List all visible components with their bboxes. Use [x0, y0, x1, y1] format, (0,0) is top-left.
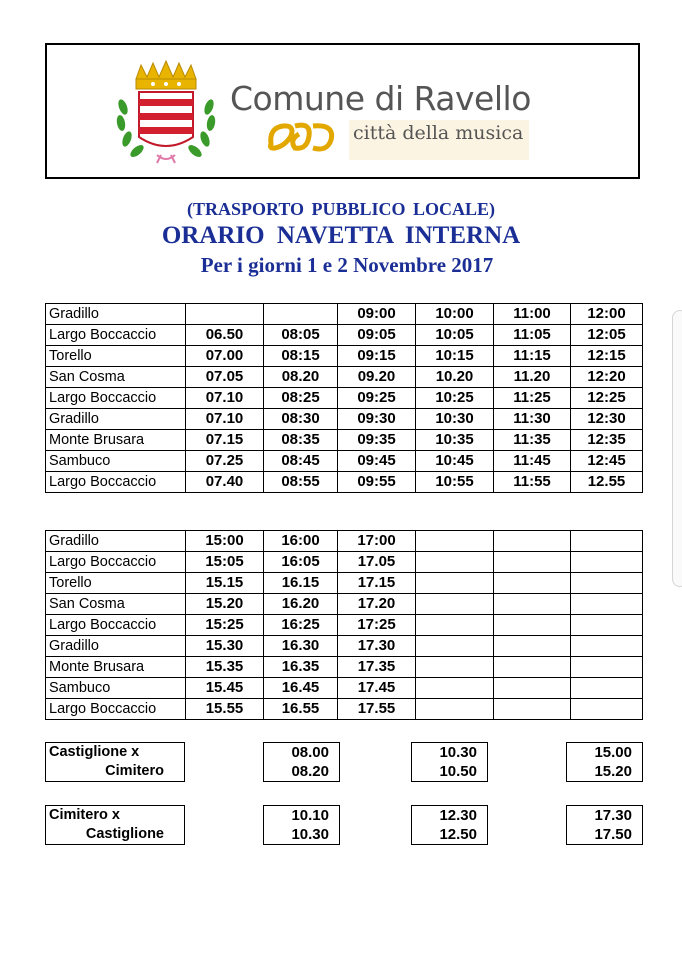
departure-time-cell: 10:35 — [416, 430, 494, 451]
departure-time-cell: 07.00 — [186, 346, 264, 367]
departure-time-cell: 15.35 — [186, 657, 264, 678]
logo-subtitle: città della musica — [349, 120, 529, 160]
departure-time-cell: 16.15 — [264, 573, 338, 594]
route-time-box — [411, 805, 488, 845]
departure-time-cell: 11:15 — [494, 346, 571, 367]
departure-time-cell — [494, 699, 571, 720]
departure-time-cell: 12.55 — [571, 472, 643, 493]
table-row — [46, 657, 643, 678]
departure-time-cell: 12:15 — [571, 346, 643, 367]
departure-time-cell: 09:00 — [338, 304, 416, 325]
departure-time-cell: 07.10 — [186, 409, 264, 430]
departure-time-cell: 10:00 — [416, 304, 494, 325]
departure-time-cell — [416, 657, 494, 678]
stop-name-cell: Largo Boccaccio — [46, 552, 186, 573]
table-row — [46, 409, 643, 430]
table-row — [46, 472, 643, 493]
route-time-box — [566, 805, 643, 845]
stop-name-cell: Largo Boccaccio — [46, 388, 186, 409]
stop-name-cell: Gradillo — [46, 531, 186, 552]
departure-time-cell: 15:25 — [186, 615, 264, 636]
departure-time-cell: 07.15 — [186, 430, 264, 451]
departure-time-cell — [186, 304, 264, 325]
logo-title: Comune di Ravello — [230, 79, 531, 118]
table-row — [46, 678, 643, 699]
table-row — [46, 325, 643, 346]
departure-time-cell — [416, 531, 494, 552]
departure-time-cell — [571, 615, 643, 636]
departure-time-cell: 15.45 — [186, 678, 264, 699]
departure-time-cell: 17.05 — [338, 552, 416, 573]
route-time-box — [411, 742, 488, 782]
route-label-line1: Castiglione x — [49, 744, 140, 760]
departure-time-cell: 08:15 — [264, 346, 338, 367]
route-time-box — [566, 742, 643, 782]
departure-time-cell — [494, 678, 571, 699]
route-cimitero-castiglione-label — [45, 805, 185, 845]
departure-time-cell: 12:00 — [571, 304, 643, 325]
departure-time-cell: 09:25 — [338, 388, 416, 409]
departure-time-cell: 07.25 — [186, 451, 264, 472]
arrival-time: 17.50 — [594, 826, 632, 843]
table-row — [46, 552, 643, 573]
arrival-time: 12.50 — [439, 826, 477, 843]
departure-time-cell: 12:35 — [571, 430, 643, 451]
departure-time-cell: 08:55 — [264, 472, 338, 493]
departure-time: 17.30 — [594, 807, 632, 824]
departure-time-cell: 09:35 — [338, 430, 416, 451]
departure-time-cell: 08:30 — [264, 409, 338, 430]
departure-time-cell: 12:45 — [571, 451, 643, 472]
departure-time-cell: 15.20 — [186, 594, 264, 615]
dates-title: Per i giorni 1 e 2 Novembre 2017 — [200, 253, 494, 277]
departure-time-cell: 11:05 — [494, 325, 571, 346]
stop-name-cell: Sambuco — [46, 451, 186, 472]
stop-name-cell: San Cosma — [46, 367, 186, 388]
stop-name-cell: Largo Boccaccio — [46, 699, 186, 720]
arrival-time: 10.30 — [291, 826, 329, 843]
table-row — [46, 615, 643, 636]
header-logo-box — [45, 43, 640, 179]
departure-time-cell: 11.20 — [494, 367, 571, 388]
table-row — [46, 388, 643, 409]
departure-time-cell: 15:05 — [186, 552, 264, 573]
departure-time-cell: 10:15 — [416, 346, 494, 367]
departure-time-cell: 08.20 — [264, 367, 338, 388]
departure-time-cell: 12:05 — [571, 325, 643, 346]
arrival-time: 08.20 — [291, 763, 329, 780]
departure-time-cell: 08:25 — [264, 388, 338, 409]
departure-time-cell — [494, 552, 571, 573]
departure-time-cell: 07.40 — [186, 472, 264, 493]
morning-schedule-table — [45, 303, 643, 493]
departure-time-cell — [416, 699, 494, 720]
table-row — [46, 636, 643, 657]
departure-time-cell: 09:30 — [338, 409, 416, 430]
departure-time-cell: 12:30 — [571, 409, 643, 430]
arrival-time: 15.20 — [594, 763, 632, 780]
table-row — [46, 451, 643, 472]
table-row — [46, 304, 643, 325]
departure-time-cell: 16.35 — [264, 657, 338, 678]
departure-time-cell — [494, 657, 571, 678]
table-row — [46, 594, 643, 615]
departure-time-cell: 17:00 — [338, 531, 416, 552]
departure-time-cell — [264, 304, 338, 325]
table-row — [46, 531, 643, 552]
departure-time: 10.30 — [439, 744, 477, 761]
music-logo-icon — [265, 118, 345, 154]
departure-time-cell: 12:20 — [571, 367, 643, 388]
stop-name-cell: Sambuco — [46, 678, 186, 699]
route-castiglione-cimitero-label — [45, 742, 185, 782]
table-row — [46, 367, 643, 388]
subtitle-transport: (TRASPORTO PUBBLICO LOCALE) — [186, 199, 496, 219]
departure-time-cell: 10:45 — [416, 451, 494, 472]
departure-time-cell: 16.30 — [264, 636, 338, 657]
departure-time-cell: 16:05 — [264, 552, 338, 573]
departure-time-cell: 17.45 — [338, 678, 416, 699]
departure-time-cell: 10:05 — [416, 325, 494, 346]
stop-name-cell: Largo Boccaccio — [46, 615, 186, 636]
departure-time-cell — [494, 615, 571, 636]
departure-time-cell — [494, 531, 571, 552]
departure-time-cell — [571, 699, 643, 720]
arrival-time: 10.50 — [439, 763, 477, 780]
stop-name-cell: Torello — [46, 573, 186, 594]
stop-name-cell: Gradillo — [46, 409, 186, 430]
departure-time-cell — [416, 552, 494, 573]
departure-time-cell: 11:45 — [494, 451, 571, 472]
departure-time-cell — [571, 636, 643, 657]
departure-time-cell: 17.15 — [338, 573, 416, 594]
departure-time: 12.30 — [439, 807, 477, 824]
departure-time: 10.10 — [291, 807, 329, 824]
departure-time-cell: 11:55 — [494, 472, 571, 493]
departure-time-cell: 17.20 — [338, 594, 416, 615]
departure-time-cell: 09:15 — [338, 346, 416, 367]
departure-time-cell: 09:45 — [338, 451, 416, 472]
departure-time-cell: 08:05 — [264, 325, 338, 346]
stop-name-cell: Largo Boccaccio — [46, 325, 186, 346]
scrollbar-handle[interactable] — [672, 310, 682, 587]
route-label-line1: Cimitero x — [49, 807, 120, 823]
stop-name-cell: Monte Brusara — [46, 430, 186, 451]
table-row — [46, 573, 643, 594]
route-time-box — [263, 805, 340, 845]
departure-time-cell: 16.55 — [264, 699, 338, 720]
departure-time: 15.00 — [594, 744, 632, 761]
stop-name-cell: Gradillo — [46, 304, 186, 325]
table-row — [46, 346, 643, 367]
departure-time-cell — [571, 594, 643, 615]
departure-time-cell: 12:25 — [571, 388, 643, 409]
departure-time-cell: 10:30 — [416, 409, 494, 430]
departure-time-cell — [416, 615, 494, 636]
departure-time-cell: 15.15 — [186, 573, 264, 594]
departure-time-cell: 15.30 — [186, 636, 264, 657]
departure-time-cell — [494, 636, 571, 657]
table-row — [46, 699, 643, 720]
departure-time-cell — [571, 573, 643, 594]
departure-time-cell — [571, 678, 643, 699]
departure-time-cell: 16.45 — [264, 678, 338, 699]
departure-time-cell: 11:35 — [494, 430, 571, 451]
departure-time-cell: 06.50 — [186, 325, 264, 346]
departure-time-cell — [494, 594, 571, 615]
departure-time-cell: 10.20 — [416, 367, 494, 388]
departure-time-cell: 17.30 — [338, 636, 416, 657]
departure-time-cell — [416, 594, 494, 615]
departure-time-cell: 11:00 — [494, 304, 571, 325]
route-label-line2: Cimitero — [105, 763, 164, 779]
departure-time-cell: 10:55 — [416, 472, 494, 493]
departure-time-cell — [416, 678, 494, 699]
stop-name-cell: Monte Brusara — [46, 657, 186, 678]
stop-name-cell: Torello — [46, 346, 186, 367]
stop-name-cell: Gradillo — [46, 636, 186, 657]
departure-time-cell: 11:25 — [494, 388, 571, 409]
departure-time-cell — [416, 573, 494, 594]
departure-time-cell — [571, 657, 643, 678]
departure-time-cell: 15:00 — [186, 531, 264, 552]
departure-time-cell: 08:45 — [264, 451, 338, 472]
route-time-box — [263, 742, 340, 782]
departure-time-cell — [416, 636, 494, 657]
departure-time-cell: 15.55 — [186, 699, 264, 720]
departure-time-cell: 16.20 — [264, 594, 338, 615]
departure-time-cell — [571, 552, 643, 573]
departure-time-cell: 07.10 — [186, 388, 264, 409]
afternoon-schedule-table — [45, 530, 643, 720]
departure-time-cell: 09:55 — [338, 472, 416, 493]
departure-time-cell: 10:25 — [416, 388, 494, 409]
departure-time-cell: 11:30 — [494, 409, 571, 430]
town-crest-icon — [109, 59, 229, 167]
departure-time-cell: 09:05 — [338, 325, 416, 346]
table-row — [46, 430, 643, 451]
departure-time-cell: 08:35 — [264, 430, 338, 451]
departure-time-cell: 17.35 — [338, 657, 416, 678]
departure-time-cell: 09.20 — [338, 367, 416, 388]
departure-time-cell: 07.05 — [186, 367, 264, 388]
departure-time-cell — [494, 573, 571, 594]
departure-time: 08.00 — [291, 744, 329, 761]
departure-time-cell — [571, 531, 643, 552]
departure-time-cell: 16:00 — [264, 531, 338, 552]
departure-time-cell: 17.55 — [338, 699, 416, 720]
departure-time-cell: 16:25 — [264, 615, 338, 636]
page-title: ORARIO NAVETTA INTERNA — [161, 222, 521, 249]
departure-time-cell: 17:25 — [338, 615, 416, 636]
route-label-line2: Castiglione — [85, 826, 164, 842]
stop-name-cell: Largo Boccaccio — [46, 472, 186, 493]
stop-name-cell: San Cosma — [46, 594, 186, 615]
